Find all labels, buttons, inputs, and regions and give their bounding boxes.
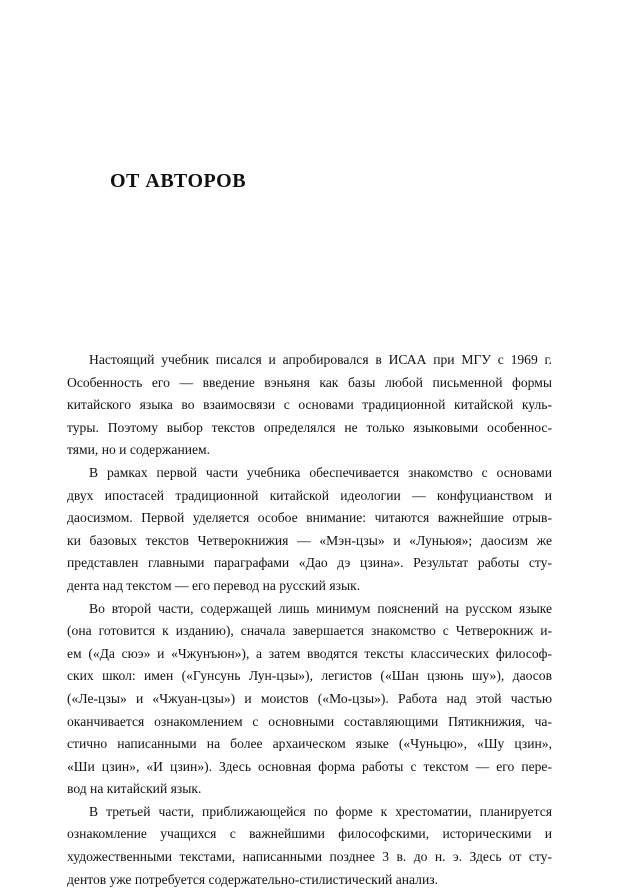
page-title: ОТ АВТОРОВ <box>110 170 247 192</box>
text-line: вод на китайский язык. <box>67 781 202 797</box>
text-line: китайского языка во взаимосвязи с основами традиционной китайской куль- <box>67 397 552 413</box>
text-line: В рамках первой части учебника обеспечивается знакомство с основами <box>89 464 552 480</box>
text-line: оканчивается ознакомлением с основными составляющими Пятикнижия, ча- <box>67 713 552 729</box>
text-line: («Ле-цзы» и «Чжуан-цзы») и моистов («Мо-цзы»). Работа над этой частью <box>67 690 552 706</box>
text-line: Настоящий учебник писался и апробировался в ИСАА при МГУ с 1969 г. <box>89 352 552 367</box>
text-line: стично написанными на более архаическом языке («Чуньцю», «Шу цзин», <box>67 736 552 752</box>
text-line: ознакомление учащихся с важнейшими философскими, историческими и <box>67 826 552 842</box>
text-line: дентов уже потребуется содержательно-стилистический анализ. <box>67 871 438 887</box>
text-line: даосизмом. Первой уделяется особое внимание: читаются важнейшие отрыв- <box>67 510 552 526</box>
text-line: представлен главными параграфами «Дао дэ цзина». Результат работы сту- <box>67 555 552 571</box>
text-line: дента над текстом — его перевод на русский язык. <box>67 577 361 593</box>
text-line: туры. Поэтому выбор текстов определялся не только языковыми особеннос- <box>67 419 552 435</box>
text-line: ских школ: имен («Гунсунь Лун-цзы»), легистов («Шан цзюнь шу»), даосов <box>67 668 552 684</box>
text-line: тями, но и содержанием. <box>67 442 211 458</box>
text-line: ем («Да сюэ» и «Чжунъюн»), а затем вводятся тексты классических философ- <box>67 645 552 661</box>
text-line: (она готовится к изданию), сначала завершается знакомство с Четверокниж и- <box>67 623 552 639</box>
preface-body <box>67 349 552 891</box>
text-line: «Ши цзин», «И цзин»). Здесь основная форма работы с текстом — его пере- <box>67 758 552 774</box>
text-line: Во второй части, содержащей лишь минимум пояснений на русском языке <box>89 600 552 616</box>
text-line: В третьей части, приближающейся по форме к хрестоматии, планируется <box>89 803 552 819</box>
text-line: художественными текстами, написанными позднее 3 в. до н. э. Здесь от сту- <box>67 849 552 865</box>
text-line: Особенность его — введение вэньяня как базы любой письменной формы <box>67 374 552 390</box>
text-line: двух ипостасей традиционной китайской идеологии — конфуцианством и <box>67 487 552 503</box>
text-line: ки базовых текстов Четверокнижия — «Мэн-цзы» и «Луньюя»; даосизм же <box>67 532 552 548</box>
